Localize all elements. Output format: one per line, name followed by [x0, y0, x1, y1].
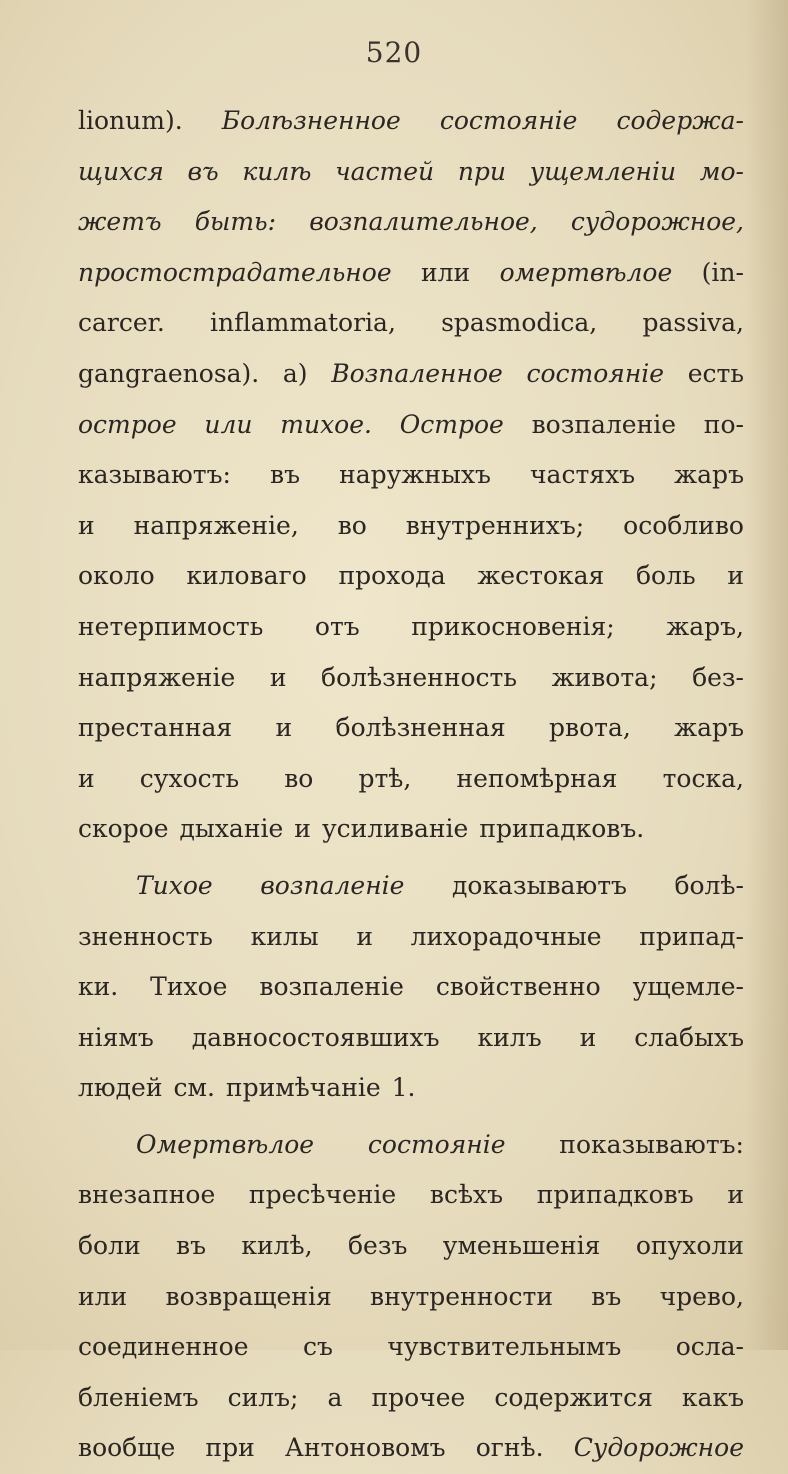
word: внутреннихъ;: [405, 510, 585, 540]
text-line: [78, 1170, 744, 1221]
word: ущемле-: [632, 972, 744, 1002]
word: жетъ: [78, 207, 162, 237]
word: нетерпимость: [78, 611, 264, 641]
word: lionum).: [78, 106, 183, 135]
word: судорожное,: [570, 207, 744, 237]
word: во: [284, 763, 314, 793]
word: Острое: [399, 409, 504, 439]
text-line: [78, 96, 744, 147]
word: состояніе: [367, 1129, 506, 1159]
word: ущемленіи: [529, 156, 677, 186]
text-line: [78, 1013, 744, 1064]
word: свойственно: [435, 972, 601, 1002]
text-line: [78, 450, 744, 501]
text-line: [78, 551, 744, 602]
word: силъ;: [227, 1382, 299, 1412]
word: во: [337, 510, 367, 540]
word: без-: [692, 662, 744, 692]
word: килы: [250, 921, 319, 951]
word: жаръ,: [666, 611, 744, 641]
word: съ: [302, 1332, 333, 1362]
word: килъ: [477, 1022, 542, 1052]
text-line: [78, 298, 744, 349]
word: частей: [335, 156, 435, 186]
word: зненность: [78, 921, 213, 951]
word: показываютъ:: [559, 1129, 744, 1159]
word: passiva,: [642, 308, 744, 338]
word: или: [78, 1281, 128, 1311]
word: килѣ: [242, 156, 312, 186]
word: частяхъ: [530, 460, 636, 490]
word: напряженіе: [78, 662, 236, 692]
word: примѣчаніе: [225, 1073, 381, 1103]
word: боль: [636, 561, 696, 591]
word: при: [205, 1433, 255, 1463]
word: и: [579, 1022, 597, 1052]
word: напряженіе,: [133, 510, 299, 540]
page-edge-shadow: [746, 0, 788, 1350]
word: жаръ: [674, 460, 744, 490]
word: ртѣ,: [358, 763, 412, 793]
word: по-: [703, 409, 744, 439]
word: inflammatoria,: [210, 308, 396, 338]
text-line: [78, 1423, 744, 1474]
word: и: [78, 510, 95, 540]
word: есть: [687, 358, 744, 388]
word: Судорожное: [573, 1433, 744, 1463]
word: или: [421, 257, 471, 287]
word: мо-: [699, 156, 744, 186]
word: скорое: [78, 814, 169, 844]
word: особливо: [623, 510, 744, 540]
word: тихое.: [280, 409, 372, 439]
word: возпалительное,: [309, 207, 538, 237]
text-line: [78, 349, 744, 400]
word: бленіемъ: [78, 1382, 199, 1412]
text-line: [78, 400, 744, 451]
word: въ: [270, 460, 301, 490]
word: spasmodica,: [441, 308, 598, 338]
word: уменьшенія: [442, 1231, 601, 1261]
word: слабыхъ: [634, 1022, 744, 1052]
word: тоска,: [662, 763, 744, 793]
word: carcer.: [78, 308, 165, 338]
word: состояніе: [526, 358, 665, 388]
text-line: [78, 653, 744, 704]
word: дыханіе: [179, 814, 284, 844]
text-line: [78, 1322, 744, 1373]
word: живота;: [551, 662, 658, 692]
word: припадковъ.: [479, 814, 645, 844]
word: быть:: [194, 207, 277, 237]
word: престанная: [78, 713, 233, 743]
word: и: [294, 814, 311, 844]
word: наружныхъ: [339, 460, 491, 490]
word: и: [275, 713, 293, 743]
word: киловаго: [186, 561, 307, 591]
word: жестокая: [477, 561, 605, 591]
word: болѣ-: [674, 870, 744, 900]
word: и: [269, 662, 287, 692]
paragraph: [78, 96, 744, 855]
word: безъ: [347, 1231, 408, 1261]
word: лихорадочные: [410, 921, 602, 951]
text-line: [78, 1272, 744, 1323]
word: рвота,: [549, 713, 631, 743]
text-line: [78, 754, 744, 805]
word: килѣ,: [241, 1231, 313, 1261]
word: чувствительнымъ: [387, 1332, 622, 1362]
word: щихся: [78, 156, 164, 186]
word: острое: [78, 409, 177, 439]
word: а): [282, 358, 308, 388]
word: возпаленіе: [531, 409, 677, 439]
word: опухоли: [635, 1231, 744, 1261]
text-line: [78, 248, 744, 299]
body-text: [78, 96, 744, 1474]
text-line: [78, 602, 744, 653]
text-line: [78, 912, 744, 963]
text-line: [78, 804, 744, 855]
word: внутренности: [370, 1281, 553, 1311]
word: осла-: [675, 1332, 744, 1362]
word: а: [327, 1382, 343, 1412]
word: огнѣ.: [475, 1433, 544, 1463]
word: и: [78, 763, 95, 793]
word: болѣзненная: [335, 713, 506, 743]
word: содержится: [494, 1382, 653, 1412]
word: внезапное: [78, 1180, 216, 1210]
word: жаръ: [674, 713, 744, 743]
word: Тихое: [150, 972, 228, 1002]
text-line: [78, 1221, 744, 1272]
word: въ: [176, 1231, 207, 1261]
text-line: [78, 962, 744, 1013]
paragraph: [78, 861, 744, 1114]
word: людей: [78, 1073, 163, 1103]
word: соединенное: [78, 1332, 249, 1362]
word: отъ: [314, 611, 360, 641]
word: и: [356, 921, 373, 951]
word: и: [727, 561, 744, 591]
word: возвращенія: [165, 1281, 332, 1311]
text-line: [78, 147, 744, 198]
word: ніямъ: [78, 1022, 154, 1052]
word: доказываютъ: [451, 870, 627, 900]
text-line: [78, 1120, 744, 1171]
word: при: [457, 156, 507, 186]
word: боли: [78, 1231, 141, 1261]
word: Тихое: [136, 870, 213, 900]
text-line: [78, 861, 744, 912]
word: омертвѣлое: [499, 257, 673, 287]
word: вообще: [78, 1433, 176, 1463]
word: припад-: [639, 921, 744, 951]
word: чрево,: [659, 1281, 744, 1311]
text-line: [78, 1373, 744, 1424]
word: простострадательное: [78, 257, 392, 287]
word: непомѣрная: [456, 763, 618, 793]
word: состояніе: [439, 106, 578, 135]
word: gangraenosa).: [78, 358, 260, 388]
word: сухость: [139, 763, 240, 793]
word: или: [204, 409, 253, 439]
word: содержа-: [616, 106, 744, 135]
text-line: [78, 1063, 744, 1114]
word: прочее: [371, 1382, 466, 1412]
text-line: [78, 501, 744, 552]
word: возпаленіе: [259, 972, 404, 1002]
word: Возпаленное: [331, 358, 503, 388]
word: Антоновомъ: [284, 1433, 446, 1463]
word: давносостоявшихъ: [191, 1022, 440, 1052]
text-line: [78, 703, 744, 754]
word: около: [78, 561, 155, 591]
text-line: [78, 197, 744, 248]
word: 1.: [391, 1073, 416, 1103]
word: (in-: [701, 257, 744, 287]
word: въ: [187, 156, 219, 186]
word: и: [727, 1180, 744, 1210]
word: въ: [591, 1281, 622, 1311]
word: прикосновенія;: [411, 611, 615, 641]
word: прохода: [338, 561, 446, 591]
word: Болѣзненное: [221, 106, 401, 135]
word: ки.: [78, 972, 119, 1002]
word: пресѣченіе: [248, 1180, 397, 1210]
word: болѣзненность: [321, 662, 518, 692]
word: какъ: [681, 1382, 744, 1412]
word: усиливаніе: [321, 814, 469, 844]
word: возпаленіе: [260, 870, 405, 900]
word: казываютъ:: [78, 460, 231, 490]
paragraph: [78, 1120, 744, 1474]
page-number: 520: [365, 36, 423, 69]
word: см.: [173, 1073, 215, 1103]
word: Омертвѣлое: [136, 1129, 315, 1159]
word: всѣхъ: [429, 1180, 504, 1210]
word: припадковъ: [536, 1180, 694, 1210]
